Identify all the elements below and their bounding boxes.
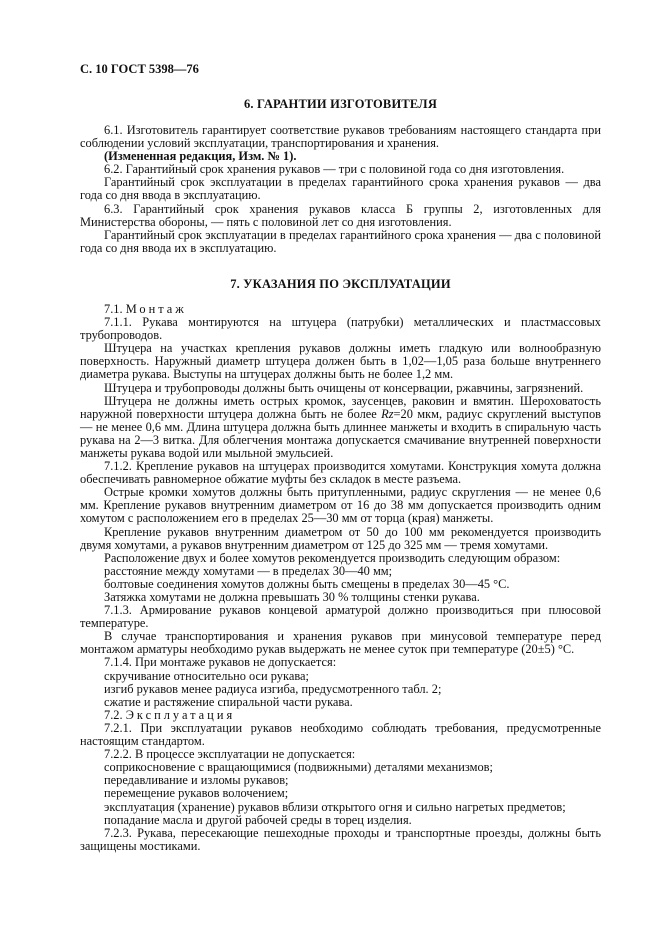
section-7-body: [80, 303, 601, 853]
paragraph: 7.2.2. В процессе эксплуатации не допускается:: [104, 747, 356, 762]
paragraph: соприкосновение с вращающимися (подвижными) деталями механизмов;: [104, 760, 493, 775]
paragraph: Штуцера на участках крепления рукавов должны иметь гладкую или волнообразную поверхность. Наружный диаметр штуцера должен быть в 1,02—1,05 раза больше внутреннего диаметра рукава. Выступы на штуцерах должны быть не более 1,2 мм.: [80, 341, 601, 382]
running-head: С. 10 ГОСТ 5398—76: [80, 62, 199, 76]
paragraph: Расположение двух и более хомутов рекомендуется производить следующим образом:: [104, 550, 561, 565]
paragraph: изгиб рукавов менее радиуса изгиба, предусмотренного табл. 2;: [104, 681, 442, 696]
section-6-body: [80, 124, 601, 255]
paragraph: 7.1.2. Крепление рукавов на штуцерах производится хомутами. Конструкция хомута должна обеспечивать равномерное обжатие муфты без складок в месте разъема.: [80, 459, 601, 487]
paragraph: 6.3. Гарантийный срок хранения рукавов класса Б группы 2, изготовленных для Министерства обороны, — пять с половиной лет со дня изготовления.: [80, 201, 601, 229]
paragraph: Острые кромки хомутов должны быть притупленными, радиус скругления — не менее 0,6 мм. Крепление рукавов внутренним диаметром от 16 до 38 мм допускается производить одним хомутом с расположением его в пределах 25—30 мм от торца (края) манжеты.: [80, 485, 601, 526]
subsection-title: Эксплуатация: [125, 707, 236, 722]
subsection-heading-operation: [80, 709, 601, 722]
paragraph: эксплуатация (хранение) рукавов вблизи открытого огня и сильно нагретых предметов;: [104, 799, 566, 814]
paragraph: скручивание относительно оси рукава;: [104, 668, 309, 683]
section-6-heading: 6. ГАРАНТИИ ИЗГОТОВИТЕЛЯ: [243, 97, 438, 111]
paragraph: сжатие и растяжение спиральной части рукава.: [104, 694, 353, 709]
paragraph: 7.2.3. Рукава, пересекающие пешеходные проходы и транспортные проезды, должны быть защищены мостиками.: [80, 825, 601, 853]
roughness-symbol: Rz: [381, 406, 394, 421]
subsection-number: 7.1.: [104, 301, 123, 316]
paragraph: 7.1.4. При монтаже рукавов не допускается:: [104, 655, 337, 670]
text-run: Штуцера не должны иметь острых кромок, заусенцев, раковин и вмятин. Шероховатость наружной поверхности штуцера должна быть не более: [80, 393, 601, 421]
paragraph: Штуцера и трубопроводы должны быть очищены от консервации, ржавчины, загрязнений.: [104, 380, 584, 395]
paragraph: Затяжка хомутами не должна превышать 30 % толщины стенки рукава.: [104, 590, 480, 604]
paragraph: попадание масла и другой рабочей среды в торец изделия.: [104, 812, 412, 827]
paragraph: 6.2. Гарантийный срок хранения рукавов — три с половиной года со дня изготовления.: [104, 162, 565, 177]
paragraph: перемещение рукавов волочением;: [104, 786, 289, 801]
subsection-title: Монтаж: [125, 301, 187, 316]
text-run: =20 мкм, радиус скруглений выступов — не менее 0,6 мм. Длина штуцера должна быть длиннее манжеты и входить в спиральную часть рукава на 2—3 витка. Для облегчения монтажа допускается смачивание внутренней поверхности манжеты рукава водой или мыльной эмульсией.: [80, 406, 601, 460]
document-page: [80, 62, 601, 853]
paragraph: 7.1.3. Армирование рукавов концевой арматурой должно производиться при плюсовой температуре.: [80, 603, 601, 631]
paragraph: Гарантийный срок эксплуатации в пределах гарантийного срока хранения рукавов — два года со дня ввода в эксплуатацию.: [80, 175, 601, 203]
section-7-heading: 7. УКАЗАНИЯ ПО ЭКСПЛУАТАЦИИ: [230, 276, 451, 291]
paragraph: В случае транспортирования и хранения рукавов при минусовой температуре перед монтажом арматуры необходимо рукав выдержать не менее суток при температуре (20±5) °С.: [80, 629, 601, 657]
paragraph: передавливание и изломы рукавов;: [104, 773, 289, 788]
paragraph-group: [80, 460, 601, 709]
paragraph: [80, 395, 601, 460]
paragraph: 7.1.1. Рукава монтируются на штуцера (патрубки) металлических и пластмассовых трубопроводов.: [80, 315, 601, 343]
amendment-note: (Измененная редакция, Изм. № 1).: [104, 149, 297, 164]
paragraph-group: [80, 722, 601, 853]
paragraph: 7.2.1. При эксплуатации рукавов необходимо соблюдать требования, предусмотренные настоящим стандартом.: [80, 720, 601, 749]
paragraph: болтовые соединения хомутов должны быть смещены в пределах 30—45 °С.: [104, 576, 510, 591]
paragraph: Крепление рукавов внутренним диаметром от 50 до 100 мм рекомендуется производить двумя хомутами, а рукавов внутренним диаметром от 125 до 325 мм — тремя хомутами.: [80, 524, 601, 552]
subsection-number: 7.2.: [104, 707, 123, 722]
paragraph: Гарантийный срок эксплуатации в пределах гарантийного срока хранения — два с половиной года со дня ввода их в эксплуатацию.: [80, 227, 601, 255]
paragraph: расстояние между хомутами — в пределах 30—40 мм;: [104, 563, 393, 578]
paragraph: 6.1. Изготовитель гарантирует соответствие рукавов требованиям настоящего стандарта при соблюдении условий эксплуатации, транспортирования и хранения.: [80, 123, 601, 151]
